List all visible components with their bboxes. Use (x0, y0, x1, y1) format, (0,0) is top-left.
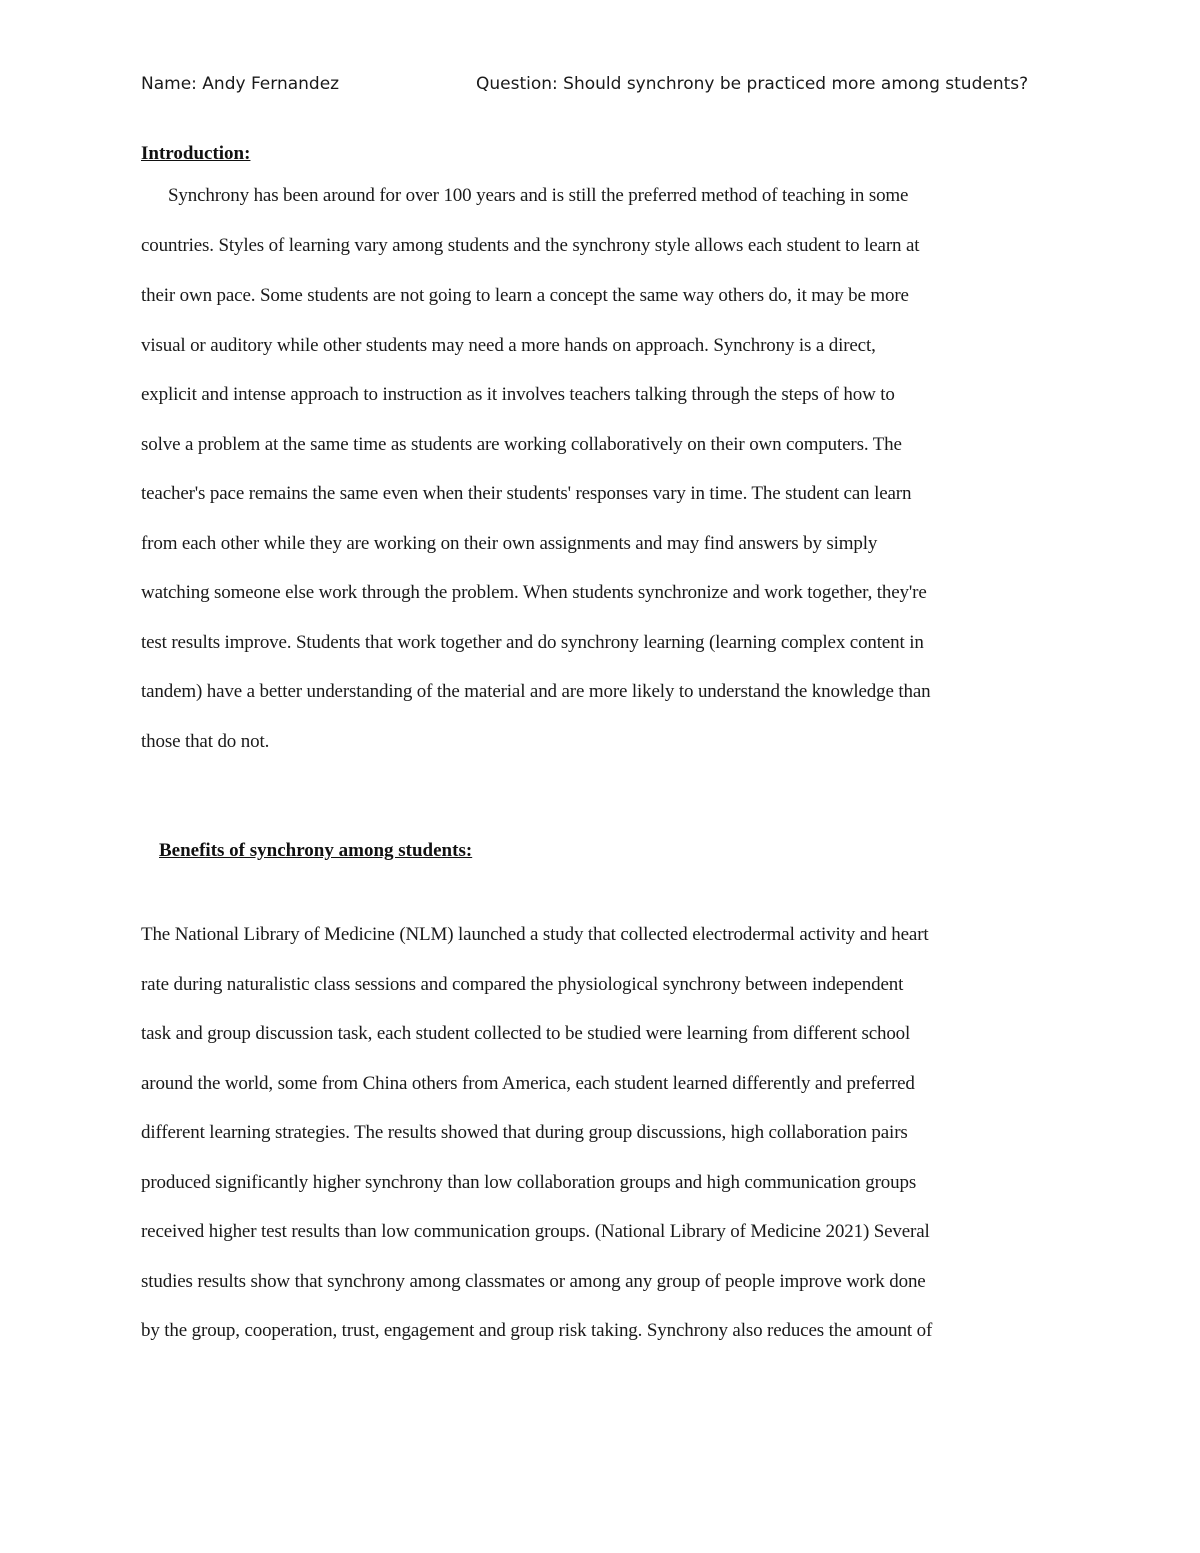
benefits-line: The National Library of Medicine (NLM) launched a study that collected electrodermal activity and heart (141, 924, 929, 945)
benefits-line: around the world, some from China others from America, each student learned differently and preferred (141, 1073, 915, 1094)
benefits-line: received higher test results than low communication groups. (National Library of Medicine 2021) Several (141, 1221, 930, 1242)
intro-line: countries. Styles of learning vary among students and the synchrony style allows each student to learn at (141, 235, 920, 256)
benefits-line: task and group discussion task, each student collected to be studied were learning from different school (141, 1023, 911, 1044)
intro-line: visual or auditory while other students may need a more hands on approach. Synchrony is a direct, (141, 335, 876, 356)
intro-line: teacher's pace remains the same even when their students' responses vary in time. The student can learn (141, 483, 912, 504)
student-name: Name: Andy Fernandez (141, 74, 340, 94)
benefits-line: produced significantly higher synchrony than low collaboration groups and high communication groups (141, 1172, 917, 1193)
benefits-line: rate during naturalistic class sessions and compared the physiological synchrony between independent (141, 974, 904, 995)
intro-line: those that do not. (141, 731, 270, 752)
intro-line: watching someone else work through the problem. When students synchronize and work together, they're (141, 582, 927, 603)
intro-line: tandem) have a better understanding of the material and are more likely to understand the knowledge than (141, 681, 931, 702)
intro-line: their own pace. Some students are not going to learn a concept the same way others do, it may be more (141, 285, 909, 306)
intro-line: Synchrony has been around for over 100 years and is still the preferred method of teaching in some (168, 185, 909, 206)
intro-line: solve a problem at the same time as students are working collaboratively on their own computers. The (141, 434, 902, 455)
introduction-heading: Introduction: (141, 143, 251, 164)
intro-line: explicit and intense approach to instruction as it involves teachers talking through the steps of how to (141, 384, 895, 405)
benefits-line: by the group, cooperation, trust, engagement and group risk taking. Synchrony also reduces the amount of (141, 1320, 933, 1341)
benefits-heading: Benefits of synchrony among students: (159, 840, 473, 861)
intro-line: test results improve. Students that work together and do synchrony learning (learning complex content in (141, 632, 924, 653)
intro-line: from each other while they are working on their own assignments and may find answers by simply (141, 533, 878, 554)
essay-question: Question: Should synchrony be practiced more among students? (476, 74, 1029, 94)
benefits-line: studies results show that synchrony among classmates or among any group of people improve work done (141, 1271, 926, 1292)
benefits-line: different learning strategies. The results showed that during group discussions, high collaboration pairs (141, 1122, 908, 1143)
